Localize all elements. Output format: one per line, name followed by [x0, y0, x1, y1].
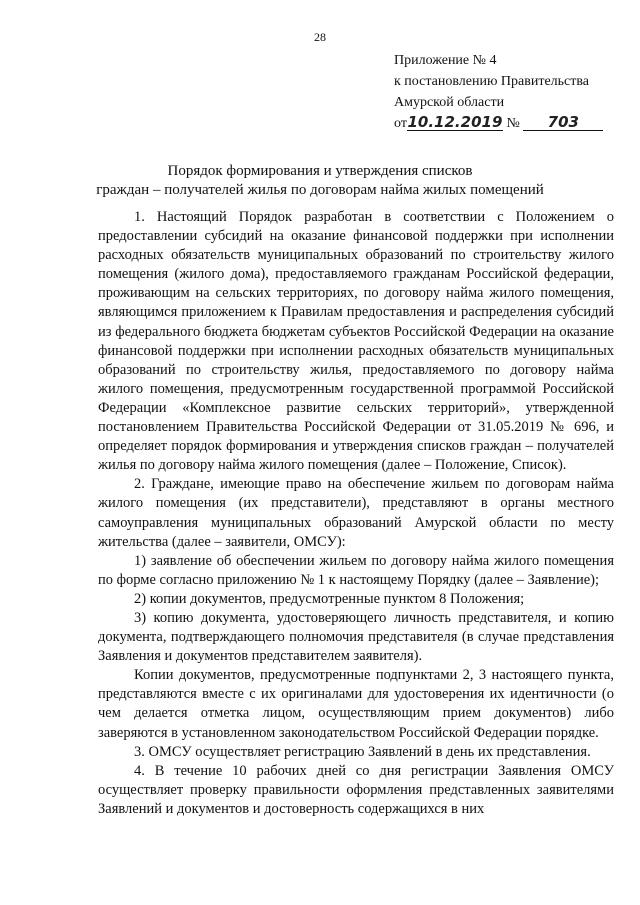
handwritten-date: 10.12.2019: [407, 113, 503, 131]
appendix-resolution-ref: к постановлению Правительства: [394, 74, 590, 89]
subitem-2: 2) копии документов, предусмотренные пунктом 8 Положения;: [134, 590, 525, 607]
subitem-1: 1) заявление об обеспечении жильем по договору найма жилого помещения по форме согласно приложению № 1 к настоящему Порядку (далее – Заявление);: [98, 552, 614, 588]
handwritten-number: 703: [523, 114, 603, 131]
appendix-title: Приложение № 4: [394, 53, 497, 68]
paragraph-4: 4. В течение 10 рабочих дней со дня регистрации Заявления ОМСУ осуществляет проверку правильности оформления представленных заявителями Заявлений и документов и достоверность содержащихся в них: [98, 762, 614, 817]
title-line-1: Порядок формирования и утверждения списков: [167, 163, 473, 179]
from-prefix: от: [394, 116, 407, 131]
appendix-header: [394, 50, 603, 134]
title-line-2: граждан – получателей жилья по договорам найма жилых помещений: [96, 182, 544, 198]
document-title: [0, 162, 640, 200]
paragraph-2: 2. Граждане, имеющие право на обеспечение жильем по договорам найма жилого помещения (их представители), представляют в органы местного самоуправления муниципальных образований Амурской области по месту жительства (далее – заявители, ОМСУ):: [98, 476, 614, 550]
paragraph-copies: Копии документов, предусмотренные подпунктами 2, 3 настоящего пункта, представляются вместе с их оригиналами для удостоверения их идентичности (о чем делается отметка лицом, осуществляющим прием документов) либо заверяются в установленном законодательством Российской Федерации порядке.: [98, 667, 614, 741]
subitem-3: 3) копию документа, удостоверяющего личность представителя, и копию документа, подтверждающего полномочия представителя (в случае представления Заявления и документов представителем заявителя).: [98, 609, 614, 665]
page-number: 28: [314, 30, 326, 44]
number-label: №: [506, 116, 520, 131]
appendix-region: Амурской области: [394, 95, 505, 110]
paragraph-3: 3. ОМСУ осуществляет регистрацию Заявлений в день их представления.: [134, 743, 591, 760]
appendix-date-number-line: [394, 113, 603, 134]
document-body: [98, 208, 614, 819]
paragraph-1: 1. Настоящий Порядок разработан в соответствии с Положением о предоставлении субсидий на оказание финансовой поддержки при исполнении расходных обязательств муниципальных образований по строительству жилого помещения (жилого дома), предоставляемого гражданам Российской федерации, проживающим на сельских территориях, по договору найма жилого помещения, являющимся приложением к Правилам предоставления и распределения субсидий из федерального бюджета бюджетам субъектов Российской Федерации на оказание финансовой поддержки при исполнении расходных обязательств муниципальных образований по строительству жилья, предоставляемого по договору найма жилого помещения, предусмотренным государственной программой Российской Федерации «Комплексное развитие сельских территорий», утвержденной постановлением Правительства Российской Федерации от 31.05.2019 № 696, и определяет порядок формирования и утверждения списков граждан – получателей жилья по договору найма жилого помещения (далее – Положение, Список).: [98, 209, 614, 474]
